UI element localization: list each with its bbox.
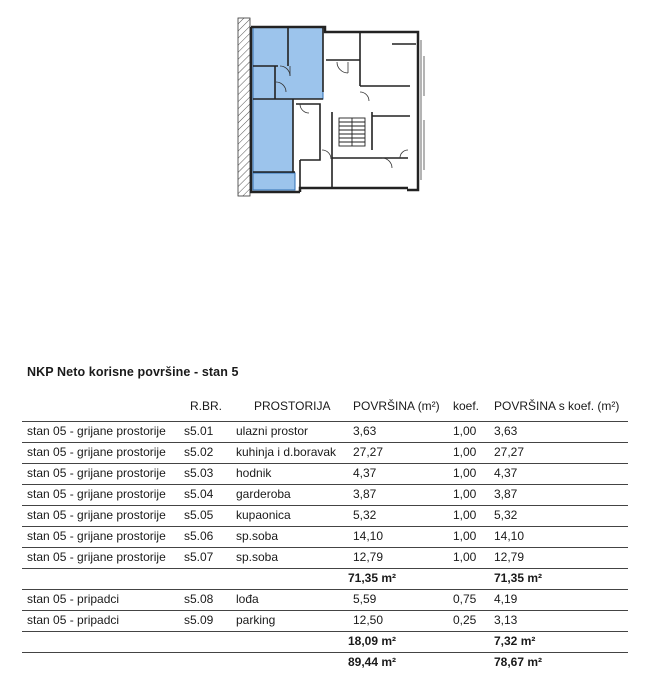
row-koef: 1,00 bbox=[453, 529, 477, 543]
party-wall-hatch bbox=[238, 18, 250, 196]
row-area: 5,59 bbox=[353, 592, 377, 606]
table-row bbox=[0, 485, 649, 505]
row-koef: 1,00 bbox=[453, 445, 477, 459]
row-category: stan 05 - grijane prostorije bbox=[27, 487, 166, 501]
row-number: s5.04 bbox=[184, 487, 214, 501]
row-area-koef: 4,37 bbox=[494, 466, 518, 480]
row-category: stan 05 - grijane prostorije bbox=[27, 466, 166, 480]
row-koef: 1,00 bbox=[453, 508, 477, 522]
header-prostorija: PROSTORIJA bbox=[254, 399, 331, 413]
subtotal-row bbox=[0, 632, 649, 652]
row-number: s5.06 bbox=[184, 529, 214, 543]
table-row bbox=[0, 464, 649, 484]
row-area-koef: 4,19 bbox=[494, 592, 518, 606]
row-number: s5.03 bbox=[184, 466, 214, 480]
row-room: lođa bbox=[236, 592, 259, 606]
row-koef: 1,00 bbox=[453, 550, 477, 564]
table-row bbox=[0, 590, 649, 610]
row-category: stan 05 - pripadci bbox=[27, 613, 120, 627]
apartment-highlight-lower bbox=[253, 99, 293, 173]
row-area: 3,87 bbox=[353, 487, 377, 501]
row-area-koef: 12,79 bbox=[494, 550, 525, 564]
row-room: parking bbox=[236, 613, 276, 627]
subtotal-area-koef: 7,32 m² bbox=[494, 634, 536, 648]
table-row bbox=[0, 548, 649, 568]
total-area-koef: 78,67 m² bbox=[494, 655, 543, 669]
staircase bbox=[339, 118, 365, 146]
row-room: ulazni prostor bbox=[236, 424, 309, 438]
row-koef: 1,00 bbox=[453, 424, 477, 438]
row-koef: 1,00 bbox=[453, 466, 477, 480]
table-title: NKP Neto korisne površine - stan 5 bbox=[27, 365, 239, 379]
total-row bbox=[0, 653, 649, 673]
row-area: 5,32 bbox=[353, 508, 377, 522]
row-room: sp.soba bbox=[236, 550, 279, 564]
loggia-highlight bbox=[253, 173, 295, 190]
row-area: 12,79 bbox=[353, 550, 384, 564]
row-area-koef: 3,13 bbox=[494, 613, 518, 627]
row-koef: 0,25 bbox=[453, 613, 477, 627]
table-row bbox=[0, 611, 649, 631]
table-row bbox=[0, 527, 649, 547]
row-room: hodnik bbox=[236, 466, 272, 480]
floor-plan bbox=[0, 0, 649, 210]
row-koef: 0,75 bbox=[453, 592, 477, 606]
row-area: 4,37 bbox=[353, 466, 377, 480]
table-row bbox=[0, 506, 649, 526]
row-number: s5.01 bbox=[184, 424, 214, 438]
row-area-koef: 3,87 bbox=[494, 487, 518, 501]
total-area: 89,44 m² bbox=[348, 655, 397, 669]
row-area-koef: 14,10 bbox=[494, 529, 525, 543]
row-area: 27,27 bbox=[353, 445, 384, 459]
header-povrsina: POVRŠINA (m²) bbox=[353, 399, 440, 413]
table-row bbox=[0, 422, 649, 442]
row-area-koef: 27,27 bbox=[494, 445, 525, 459]
header-koef: koef. bbox=[453, 399, 480, 413]
header-povrsina-koef: POVRŠINA s koef. (m²) bbox=[494, 399, 620, 413]
row-number: s5.02 bbox=[184, 445, 214, 459]
row-area-koef: 5,32 bbox=[494, 508, 518, 522]
row-area-koef: 3,63 bbox=[494, 424, 518, 438]
row-category: stan 05 - grijane prostorije bbox=[27, 529, 166, 543]
row-room: kuhinja i d.boravak bbox=[236, 445, 337, 459]
subtotal-area: 71,35 m² bbox=[348, 571, 397, 585]
row-category: stan 05 - pripadci bbox=[27, 592, 120, 606]
row-number: s5.09 bbox=[184, 613, 214, 627]
row-area: 3,63 bbox=[353, 424, 377, 438]
row-koef: 1,00 bbox=[453, 487, 477, 501]
header-rbr: R.BR. bbox=[190, 399, 223, 413]
row-category: stan 05 - grijane prostorije bbox=[27, 424, 166, 438]
row-area: 14,10 bbox=[353, 529, 384, 543]
row-category: stan 05 - grijane prostorije bbox=[27, 550, 166, 564]
row-room: sp.soba bbox=[236, 529, 279, 543]
row-number: s5.07 bbox=[184, 550, 214, 564]
row-room: garderoba bbox=[236, 487, 291, 501]
row-category: stan 05 - grijane prostorije bbox=[27, 445, 166, 459]
row-room: kupaonica bbox=[236, 508, 291, 522]
table-row bbox=[0, 443, 649, 463]
subtotal-area-koef: 71,35 m² bbox=[494, 571, 543, 585]
subtotal-area: 18,09 m² bbox=[348, 634, 397, 648]
row-number: s5.05 bbox=[184, 508, 214, 522]
row-category: stan 05 - grijane prostorije bbox=[27, 508, 166, 522]
row-area: 12,50 bbox=[353, 613, 384, 627]
row-number: s5.08 bbox=[184, 592, 214, 606]
subtotal-row bbox=[0, 569, 649, 589]
